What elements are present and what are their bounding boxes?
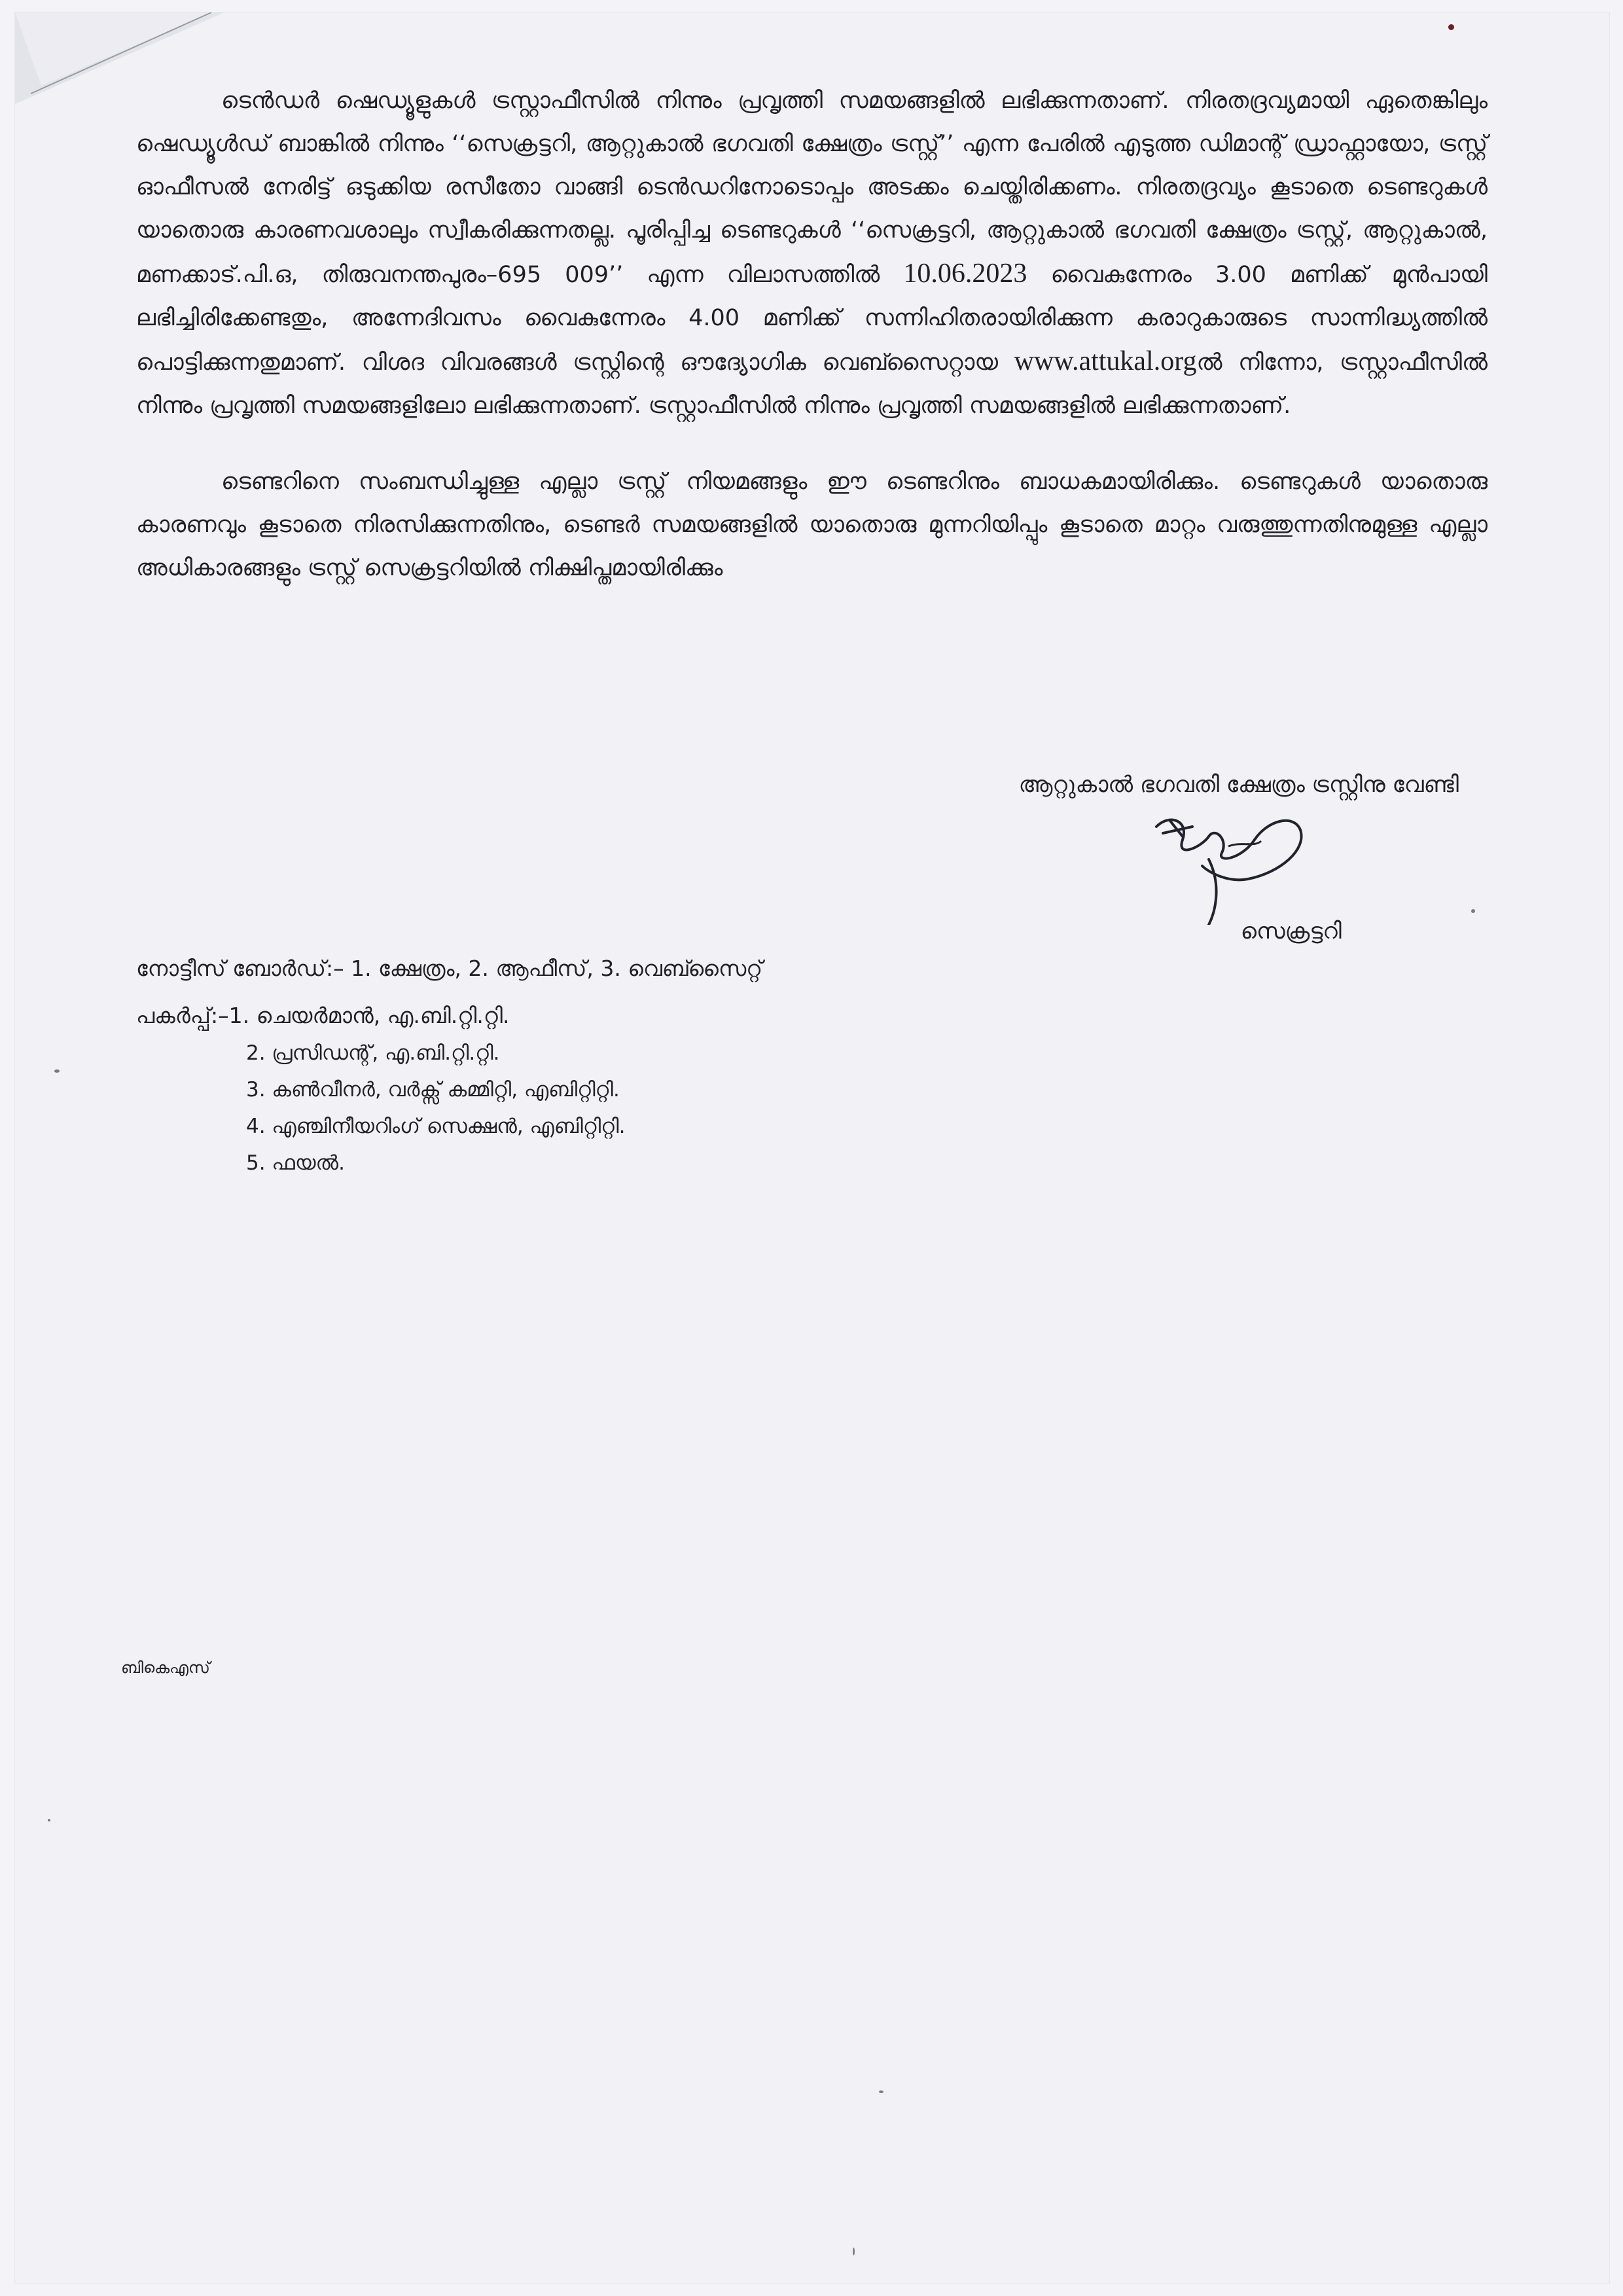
main-body [136,79,1488,590]
distribution-section [136,950,1488,1187]
copy-to-item: 4. എഞ്ചിനീയറിംഗ് സെക്ഷൻ, എബിറ്റിറ്റി. [246,1115,626,1138]
tender-paragraph-1 [136,79,1488,427]
copy-to-item: 5. ഫയൽ. [246,1151,345,1175]
signatory-role: സെക്രട്ടറി [1240,918,1342,944]
copy-to-item: 3. കൺവീനർ, വർക്സ് കമ്മിറ്റി, എബിറ്റിറ്റി. [246,1078,620,1102]
handwritten-signature [1130,800,1340,925]
tender-paragraph-2: ടെണ്ടറിനെ സംബന്ധിച്ചുള്ള എല്ലാ ട്രസ്റ്റ് നിയമങ്ങളും ഈ ടെണ്ടറിനും ബാധകമായിരിക്കും. ടെണ്ടറുകൾ യാതൊരു കാരണവും കൂടാതെ നിരസിക്കുന്നതിനും, ടെണ്ടർ സമയങ്ങളിൽ യാതൊരു മുന്നറിയിപ്പും കൂടാതെ മാറ്റം വരുത്തുന്നതിനുമുള്ള എല്ലാ അധികാരങ്ങളും ട്രസ്റ്റ് സെക്രട്ടറിയിൽ നിക്ഷിപ്തമായിരിക്കും [136,469,1488,581]
scan-speck [1471,909,1475,913]
scan-speck [54,1069,60,1073]
scan-speck [48,1819,50,1821]
reference-initials: ബികെഎസ് [121,1659,210,1677]
copy-to-item: 2. പ്രസിഡന്റ്, എ.ബി.റ്റി.റ്റി. [246,1041,500,1065]
signatory-on-behalf: ആറ്റുകാൽ ഭഗവതി ക്ഷേത്രം ട്രസ്റ്റിനു വേണ്ടി [1018,772,1459,798]
copy-to-first: പകർപ്പ്:–1. ചെയർമാൻ, എ.ബി.റ്റി.റ്റി. [136,1003,510,1028]
notice-board-line: നോട്ടീസ് ബോർഡ്:– 1. ക്ഷേത്രം, 2. ആഫീസ്, 3. വെബ്സൈറ്റ് [136,956,763,981]
para1-text-c: ൽ നിന്നോ, ട്രസ്റ്റാഫീസിൽ നിന്നും പ്രവൃത്തി സമയങ്ങളിലോ ലഭിക്കുന്നതാണ്. ട്രസ്റ്റാഫീസിൽ നിന്നും പ്രവൃത്തി സമയങ്ങളിൽ ലഭിക്കുന്നതാണ്. [136,350,1488,419]
para1-text-a: ടെൻഡർ ഷെഡ്യൂളുകൾ ട്രസ്റ്റാഫീസിൽ നിന്നും പ്രവൃത്തി സമയങ്ങളിൽ ലഭിക്കുന്നതാണ്. നിരതദ്രവ്യമായി ഏതെങ്കിലും ഷെഡ്യൂൾഡ് ബാങ്കിൽ നിന്നും ‘‘സെക്രട്ടറി, ആറ്റുകാൽ ഭഗവതി ക്ഷേത്രം ട്രസ്റ്റ്’’ എന്ന പേരിൽ എടുത്ത ഡിമാന്റ് ഡ്രാഫ്റ്റായോ, ട്രസ്റ്റ് ഓഫീസൽ നേരിട്ട് ഒടുക്കിയ രസീതോ വാങ്ങി ടെൻഡറിനോടൊപ്പം അടക്കം ചെയ്തിരിക്കണം. നിരതദ്രവ്യം കൂടാതെ ടെണ്ടറുകൾ യാതൊരു കാരണവശാലും സ്വീകരിക്കുന്നതല്ല. പൂരിപ്പിച്ച ടെണ്ടറുകൾ ‘‘സെക്രട്ടറി, ആറ്റുകാൽ ഭഗവതി ക്ഷേത്രം ട്രസ്റ്റ്, ആറ്റുകാൽ, മണക്കാട്.പി.ഒ, തിരുവനന്തപുരം–695 009’’ എന്ന വിലാസത്തിൽ [136,88,1488,288]
para1-text-b: വൈകുന്നേരം 3.00 മണിക്ക് മുൻപായി ലഭിച്ചിരിക്കേണ്ടതും, അന്നേദിവസം വൈകുന്നേരം 4.00 മണിക്ക് സന്നിഹിതരായിരിക്കുന്ന കരാറുകാരുടെ സാന്നിദ്ധ്യത്തിൽ പൊട്ടിക്കുന്നതുമാണ്. വിശദ വിവരങ്ങൾ ട്രസ്റ്റിന്റെ ഔദ്യോഗിക വെബ്സൈറ്റായ [136,262,1488,376]
signature-block [1019,772,1459,944]
copy-to-list [136,1035,1488,1181]
scan-speck [853,2248,855,2255]
scan-speck [879,2090,883,2093]
website-link: www.attukal.org [1014,346,1197,376]
closing-date: 10.06.2023 [903,259,1027,289]
scan-speck [1448,24,1454,30]
document-page [14,12,1610,2284]
